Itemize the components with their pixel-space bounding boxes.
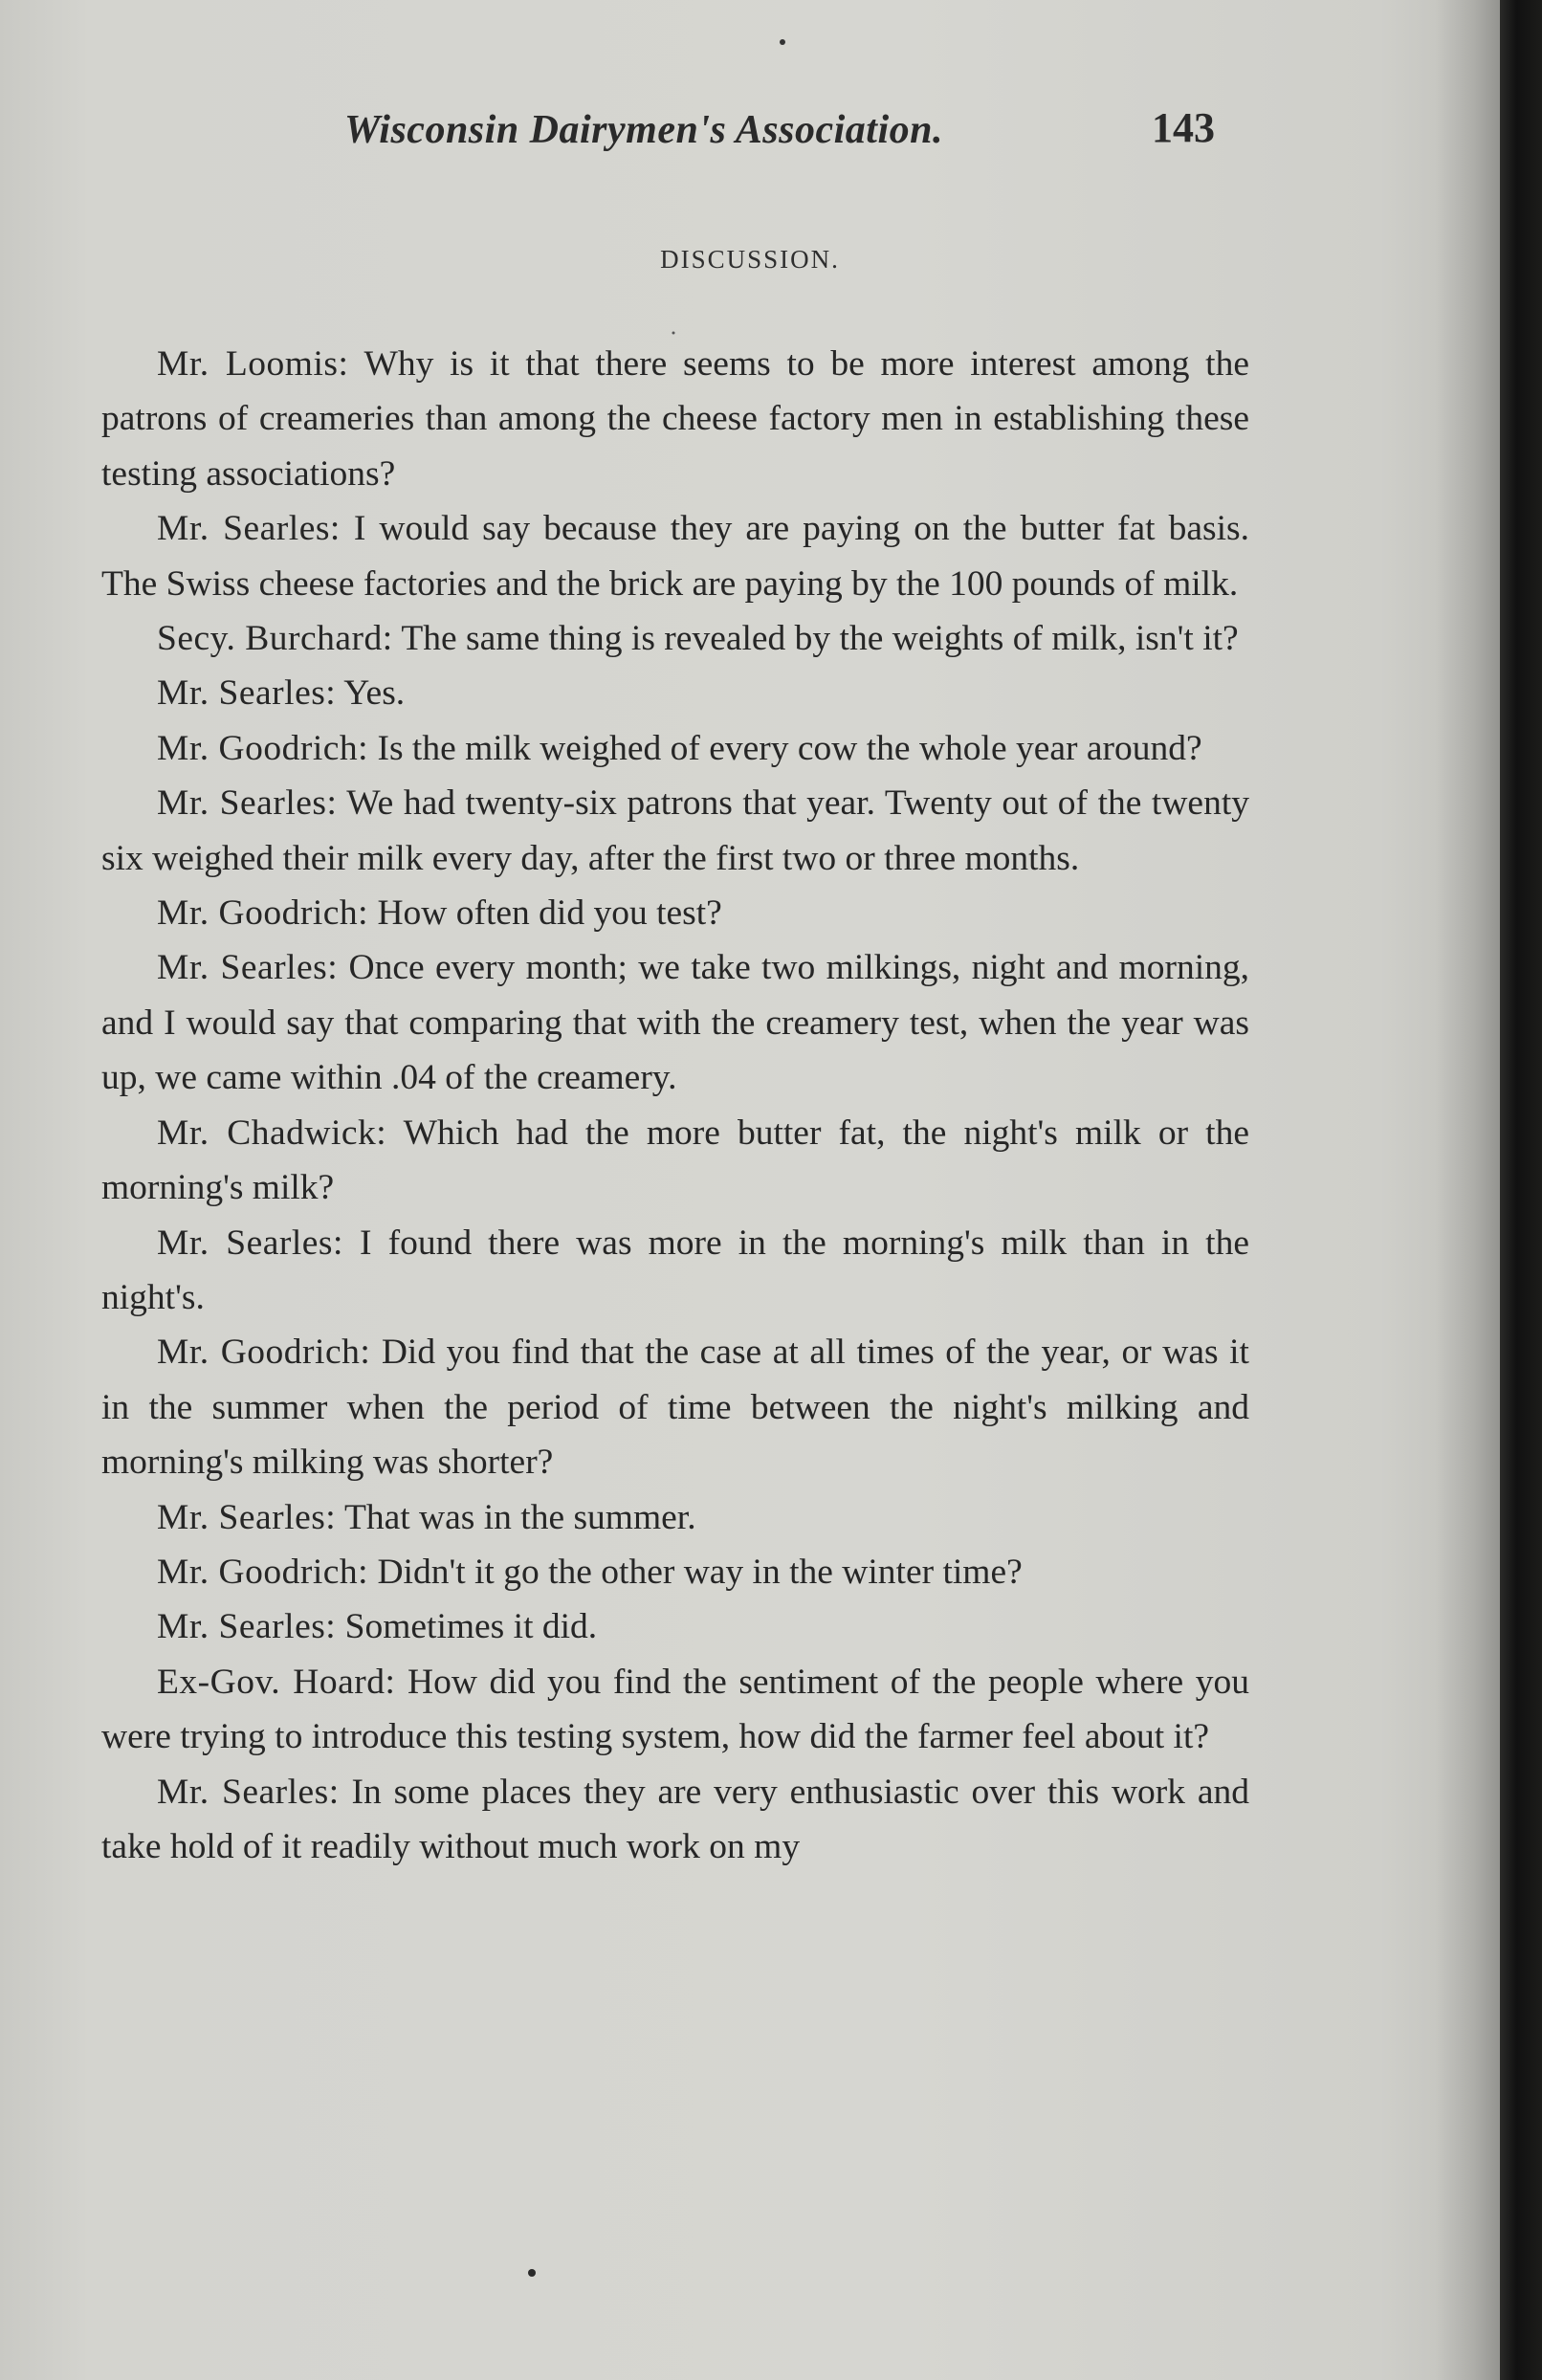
- paragraph-text: Why is it that there seems to be more interest among the patrons of creameries than among the cheese factory men in establishing these testing associations?: [101, 344, 1249, 494]
- speaker-name: Mr. Searles:: [157, 783, 338, 824]
- book-binding-edge: [1500, 0, 1542, 2380]
- page-edge-shadow: [1435, 0, 1500, 2380]
- speaker-name: Mr. Chadwick:: [157, 1113, 387, 1153]
- speaker-name: Mr. Goodrich:: [157, 1552, 369, 1592]
- speaker-name: Mr. Searles:: [157, 509, 341, 549]
- section-heading: DISCUSSION.: [660, 245, 840, 274]
- paragraph-text: Did you find that the case at all times of the year, or was it in the summer when the period of time between the night's milking and morning's milking was shorter?: [101, 1333, 1249, 1483]
- ink-speck: [672, 332, 675, 335]
- paragraph-text: Sometimes it did.: [344, 1607, 598, 1647]
- ink-speck: [780, 39, 785, 45]
- speaker-name: Mr. Searles:: [157, 948, 339, 988]
- paragraph-text: Is the milk weighed of every cow the whole year around?: [377, 728, 1202, 768]
- paragraph-text: How did you find the sentiment of the people where you were trying to introduce this testing system, how did the farmer feel about it?: [101, 1662, 1249, 1757]
- speaker-name: Mr. Searles:: [157, 1772, 340, 1812]
- paragraph-text: How often did you test?: [377, 893, 722, 934]
- running-title: Wisconsin Dairymen's Association.: [344, 108, 943, 152]
- speaker-name: Ex-Gov. Hoard:: [157, 1662, 396, 1702]
- speaker-name: Mr. Searles:: [157, 673, 337, 714]
- paragraph-text: That was in the summer.: [343, 1497, 696, 1537]
- speaker-name: Mr. Loomis:: [157, 344, 349, 384]
- speaker-name: Mr. Goodrich:: [157, 1333, 371, 1373]
- paragraph-text: In some places they are very enthusiastic over this work and take hold of it readily without much work on my: [101, 1772, 1249, 1866]
- speaker-name: Secy. Burchard:: [157, 619, 393, 659]
- paragraph-text: I found there was more in the morning's milk than in the night's.: [101, 1223, 1249, 1317]
- speaker-name: Mr. Searles:: [157, 1497, 337, 1537]
- speaker-name: Mr. Goodrich:: [157, 893, 369, 934]
- paragraph-text: Yes.: [343, 673, 406, 714]
- speaker-name: Mr. Searles:: [157, 1223, 343, 1263]
- paragraph-text: Didn't it go the other way in the winter time?: [377, 1552, 1023, 1592]
- ink-speck: [528, 2269, 536, 2277]
- paragraph-text: We had twenty-six patrons that year. Twenty out of the twenty six weighed their milk every day, after the first two or three months.: [101, 783, 1249, 878]
- paragraph-text: I would say because they are paying on the butter fat basis. The Swiss cheese factories and the brick are paying by the 100 pounds of milk.: [101, 509, 1249, 604]
- speaker-name: Mr. Searles:: [157, 1607, 337, 1647]
- page-number: 143: [1152, 104, 1215, 151]
- paragraph-text: Once every month; we take two milkings, night and morning, and I would say that comparing that with the creamery test, when the year was up, we came within .04 of the creamery.: [101, 948, 1249, 1098]
- paragraph-text: Which had the more butter fat, the night's milk or the morning's milk?: [101, 1113, 1249, 1208]
- speaker-name: Mr. Goodrich:: [157, 728, 369, 768]
- paragraph-text: The same thing is revealed by the weights of milk, isn't it?: [401, 619, 1239, 659]
